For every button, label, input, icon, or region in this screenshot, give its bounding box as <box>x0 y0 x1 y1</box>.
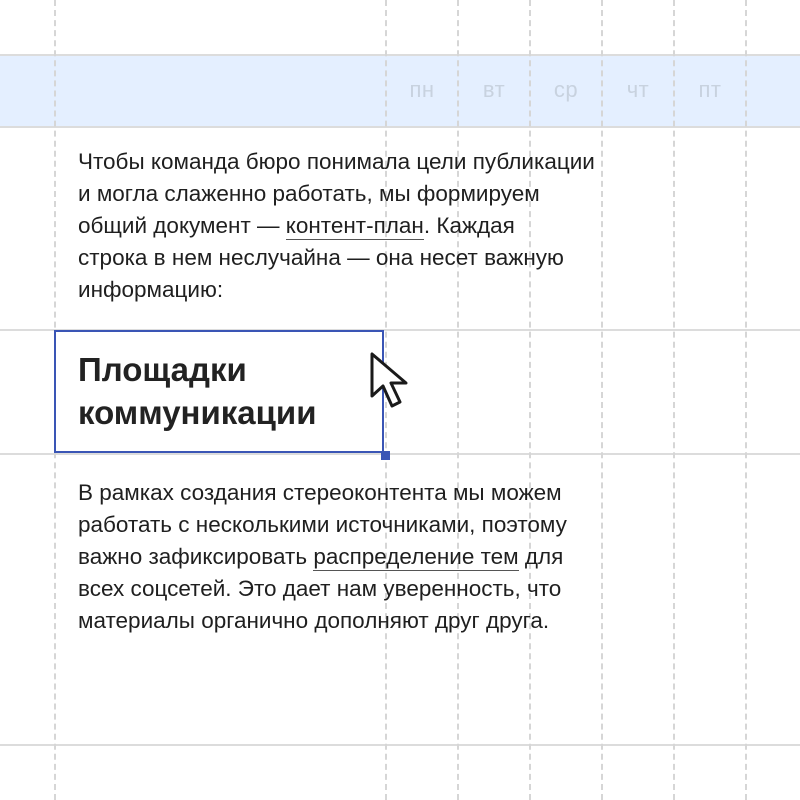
arrow-cursor-icon <box>368 350 428 412</box>
intro-text: . Каждая <box>423 213 515 238</box>
weekday-header-tue[interactable]: вт <box>482 77 506 102</box>
body-line: В рамках создания стереоконтента мы можем <box>78 480 562 505</box>
grid-row-divider <box>0 744 800 746</box>
topic-distribution-link[interactable]: распределение тем <box>313 544 519 569</box>
heading-line: коммуникации <box>78 394 317 431</box>
intro-paragraph <box>78 146 728 306</box>
body-text: для <box>518 544 564 569</box>
grid-row-divider <box>0 453 800 455</box>
body-line <box>78 541 728 573</box>
body-paragraph <box>78 477 728 637</box>
content-plan-link[interactable]: контент-план <box>285 213 424 238</box>
body-line: работать с несколькими источниками, поэтому <box>78 512 567 537</box>
grid-column-divider <box>457 0 459 800</box>
intro-line: строка в нем неслучайна — она несет важную <box>78 245 564 270</box>
body-line: материалы органично дополняют друг друга. <box>78 608 550 633</box>
grid-column-divider <box>601 0 603 800</box>
weekday-header-mon[interactable]: пн <box>409 77 435 102</box>
section-heading <box>78 348 317 434</box>
body-line: всех соцсетей. Это дает нам уверенность, что <box>78 576 562 601</box>
intro-line <box>78 210 728 242</box>
intro-line: информацию: <box>78 277 224 302</box>
heading-line: Площадки <box>78 351 247 388</box>
weekday-header-wed[interactable]: ср <box>553 77 579 102</box>
selection-handle[interactable] <box>381 451 390 460</box>
grid-column-divider <box>529 0 531 800</box>
grid-column-divider <box>745 0 747 800</box>
intro-line: Чтобы команда бюро понимала цели публикации <box>78 149 595 174</box>
body-text: важно зафиксировать <box>78 544 314 569</box>
weekday-header-fri[interactable]: пт <box>698 77 722 102</box>
grid-column-divider <box>673 0 675 800</box>
weekday-header-thu[interactable]: чт <box>626 77 650 102</box>
intro-line: и могла слаженно работать, мы формируем <box>78 181 540 206</box>
grid-row-divider <box>0 54 800 56</box>
grid-row-divider <box>0 126 800 128</box>
intro-text: общий документ — <box>78 213 286 238</box>
